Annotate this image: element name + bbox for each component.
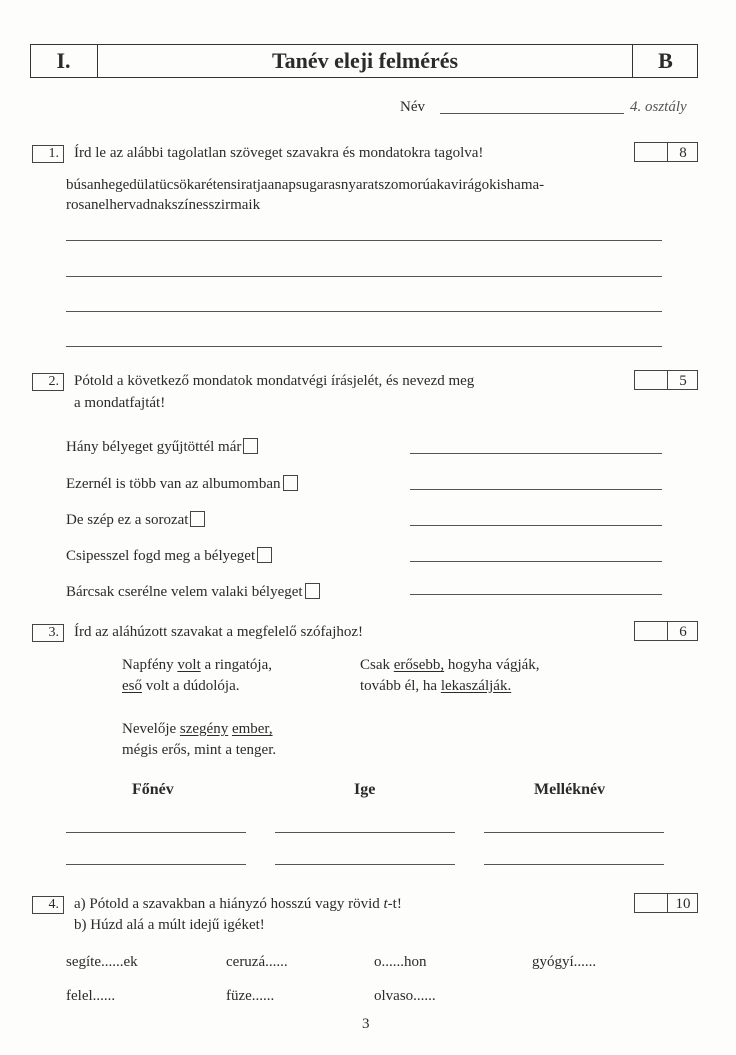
adjective-answer-line[interactable] bbox=[484, 864, 664, 865]
task1-instruction: Írd le az alábbi tagolatlan szöveget szavakra és mondatokra tagolva! bbox=[74, 145, 484, 161]
fill-word[interactable]: gyógyí...... bbox=[532, 954, 597, 970]
underlined-word: ember, bbox=[231, 721, 273, 737]
task4-points: 10 bbox=[675, 895, 691, 912]
punctuation-box[interactable] bbox=[305, 583, 320, 599]
test-variant: B bbox=[632, 44, 698, 78]
task1-score-box bbox=[634, 142, 698, 162]
punctuation-box[interactable] bbox=[283, 475, 298, 491]
task2-sentence: Hány bélyeget gyűjtöttél már bbox=[66, 437, 258, 457]
task1-answer-line[interactable] bbox=[66, 311, 662, 312]
task2-instruction-line1: Pótold a következő mondatok mondatvégi írásjelét, és nevezd meg bbox=[74, 373, 475, 389]
sentence-type-line[interactable] bbox=[410, 561, 662, 562]
column-header-verb: Ige bbox=[354, 781, 376, 798]
sentence-type-line[interactable] bbox=[410, 453, 662, 454]
poem3-line1: Nevelője szegény ember, bbox=[122, 721, 273, 737]
task2-sentence: Bárcsak cserélne velem valaki bélyeget bbox=[66, 582, 320, 602]
name-label: Név bbox=[400, 99, 425, 115]
underlined-word: szegény bbox=[179, 721, 229, 737]
poem2-line2: tovább él, ha lekaszálják. bbox=[360, 678, 512, 694]
poem1-line2: eső volt a dúdolója. bbox=[122, 678, 240, 694]
underlined-word: volt bbox=[177, 657, 201, 673]
verb-answer-line[interactable] bbox=[275, 832, 455, 833]
task2-sentence: De szép ez a sorozat bbox=[66, 510, 205, 530]
punctuation-box[interactable] bbox=[257, 547, 272, 563]
task1-number: 1. bbox=[32, 145, 64, 163]
fill-word[interactable]: olvaso...... bbox=[374, 988, 436, 1004]
page-title: Tanév eleji felmérés bbox=[271, 48, 459, 73]
task1-answer-line[interactable] bbox=[66, 346, 662, 347]
sentence-type-line[interactable] bbox=[410, 525, 662, 526]
fill-word[interactable]: füze...... bbox=[226, 988, 275, 1004]
fill-word[interactable]: segíte......ek bbox=[66, 954, 138, 970]
poem2-line1: Csak erősebb, hogyha vágják, bbox=[360, 657, 540, 673]
noun-answer-line[interactable] bbox=[66, 864, 246, 865]
task2-number: 2. bbox=[32, 373, 64, 391]
verb-answer-line[interactable] bbox=[275, 864, 455, 865]
page-number: 3 bbox=[362, 1016, 370, 1032]
task1-answer-line[interactable] bbox=[66, 276, 662, 277]
task2-sentence: Csipesszel fogd meg a bélyeget bbox=[66, 546, 272, 566]
task1-text-line2: rosanelhervadnakszínesszirmaik bbox=[66, 197, 261, 213]
task3-score-box bbox=[634, 621, 698, 641]
adjective-answer-line[interactable] bbox=[484, 832, 664, 833]
noun-answer-line[interactable] bbox=[66, 832, 246, 833]
task4-number: 4. bbox=[32, 896, 64, 914]
grade-label: 4. osztály bbox=[630, 99, 687, 115]
column-header-noun: Főnév bbox=[132, 781, 174, 798]
fill-word[interactable]: felel...... bbox=[66, 988, 116, 1004]
fill-word[interactable]: ceruzá...... bbox=[226, 954, 288, 970]
task2-score-box bbox=[634, 370, 698, 390]
sentence-type-line[interactable] bbox=[410, 489, 662, 490]
underlined-word: erősebb, bbox=[393, 657, 445, 673]
sentence-type-line[interactable] bbox=[410, 594, 662, 595]
task4-score-box bbox=[634, 893, 698, 913]
task2-points: 5 bbox=[679, 372, 687, 389]
task1-points: 8 bbox=[679, 144, 687, 161]
name-field[interactable] bbox=[440, 113, 624, 114]
poem3-line2: mégis erős, mint a tenger. bbox=[122, 742, 277, 758]
task3-points: 6 bbox=[679, 623, 687, 640]
task3-number: 3. bbox=[32, 624, 64, 642]
underlined-word: lekaszálják. bbox=[440, 678, 512, 694]
fill-word[interactable]: o......hon bbox=[374, 954, 427, 970]
punctuation-box[interactable] bbox=[190, 511, 205, 527]
task4-instruction-a: a) Pótold a szavakban a hiányzó hosszú vagy rövid t-t! bbox=[74, 896, 402, 912]
poem1-line1: Napfény volt a ringatója, bbox=[122, 657, 272, 673]
task2-instruction-line2: a mondatfajtát! bbox=[74, 395, 166, 411]
task1-answer-line[interactable] bbox=[66, 240, 662, 241]
task3-instruction: Írd az aláhúzott szavakat a megfelelő szófajhoz! bbox=[74, 624, 364, 640]
punctuation-box[interactable] bbox=[243, 438, 258, 454]
column-header-adjective: Melléknév bbox=[534, 781, 606, 798]
section-number: I. bbox=[30, 44, 98, 78]
task4-instruction-b: b) Húzd alá a múlt idejű igéket! bbox=[74, 917, 265, 933]
task1-text-line1: búsanhegedülatücsökarétensiratjaanapsugarasnyaratszomorúakavirágokishama- bbox=[66, 177, 545, 193]
task2-sentence: Ezernél is több van az albumomban bbox=[66, 474, 298, 494]
underlined-word: eső bbox=[122, 678, 142, 694]
